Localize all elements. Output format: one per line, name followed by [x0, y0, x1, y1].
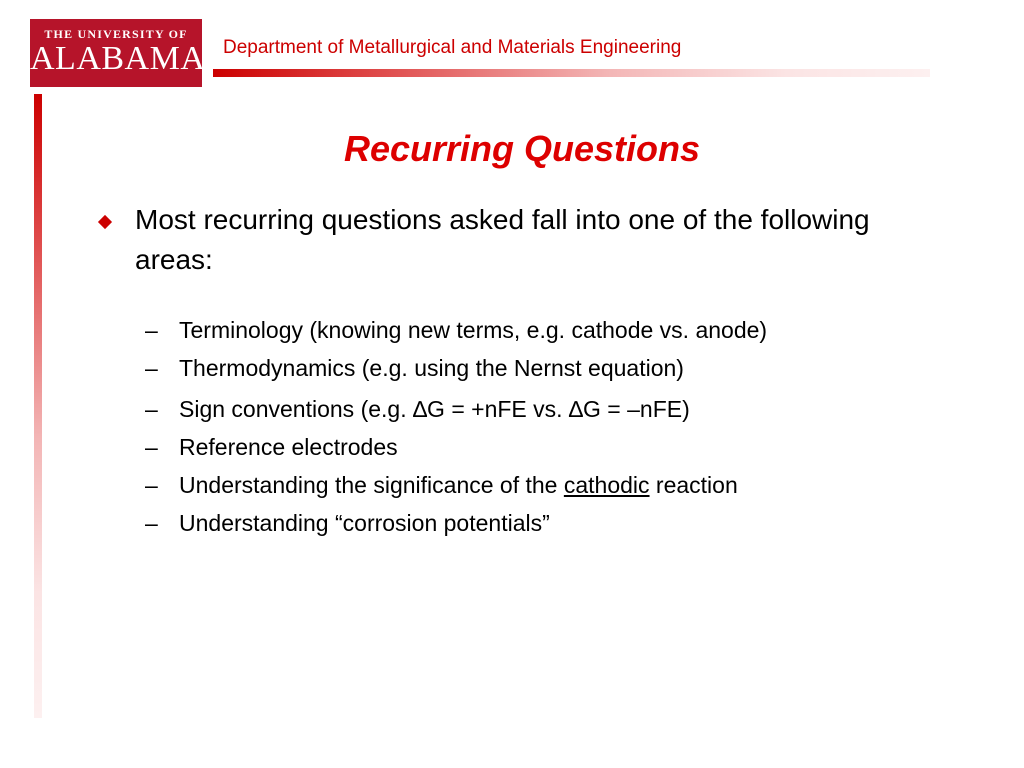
dash-bullet: – [145, 434, 158, 460]
sub-item-text-before: Understanding the significance of the [179, 472, 564, 498]
dash-bullet: – [145, 472, 158, 498]
dash-bullet: – [145, 510, 158, 536]
dash-bullet: – [145, 355, 158, 381]
header-divider [213, 69, 930, 77]
dash-bullet: – [145, 396, 158, 422]
department-name: Department of Metallurgical and Materials Engineering [223, 37, 682, 58]
underlined-term: cathodic [563, 472, 650, 498]
sub-item-text: Sign conventions (e.g. ∆G = +nFE vs. ∆G = –nFE) [179, 396, 690, 422]
sub-item-reference-electrodes [145, 433, 945, 461]
university-logo [30, 19, 206, 87]
side-divider [34, 94, 42, 718]
diamond-bullet-icon [98, 215, 112, 229]
sub-item-text-after: reaction [649, 472, 738, 498]
sub-item-text: Reference electrodes [179, 434, 398, 460]
slide-title: Recurring Questions [343, 128, 701, 169]
sub-item-thermodynamics [145, 354, 945, 382]
sub-item-sign-conventions [145, 395, 945, 423]
sub-item-text: Understanding “corrosion potentials” [179, 510, 550, 536]
logo-line-2: ALABAMA [30, 40, 206, 77]
sub-item-corrosion-potentials [145, 509, 945, 537]
sub-item-terminology [145, 316, 945, 344]
dash-bullet: – [145, 317, 158, 343]
logo-line-1: THE UNIVERSITY OF [44, 27, 188, 41]
main-bullet-text: Most recurring questions asked fall into one of the following areas: [135, 204, 870, 275]
sub-item-text: Terminology (knowing new terms, e.g. cathode vs. anode) [179, 317, 768, 343]
sub-item-text: Thermodynamics (e.g. using the Nernst equation) [179, 355, 684, 381]
sub-item-cathodic-reaction [145, 471, 945, 499]
